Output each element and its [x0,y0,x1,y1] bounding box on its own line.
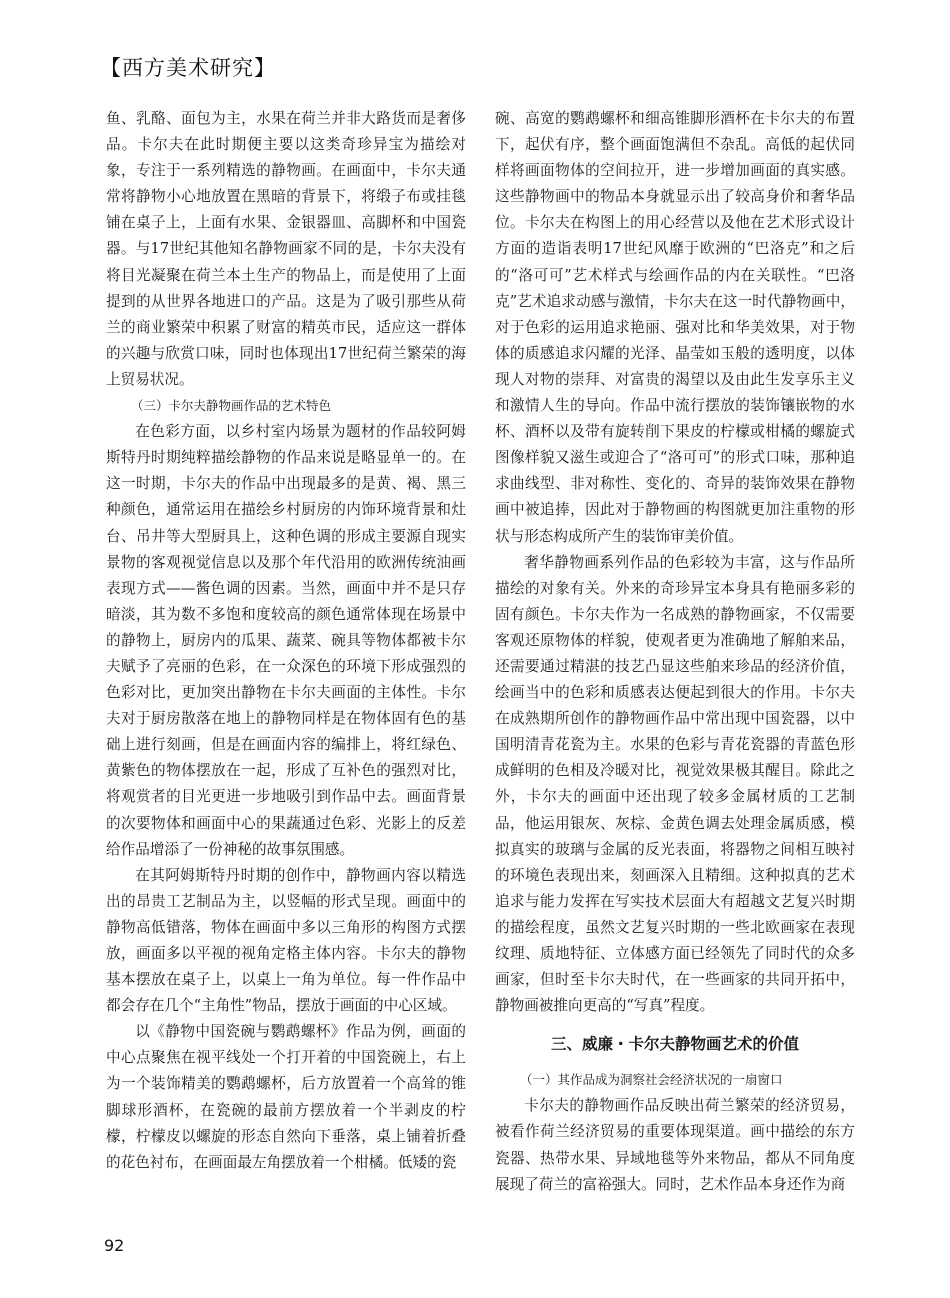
body-paragraph: 卡尔夫的静物画作品反映出荷兰繁荣的经济贸易，被看作荷兰经济贸易的重要体现渠道。画中描绘的东方瓷器、热带水果、异域地毯等外来物品，都从不同角度展现了荷兰的富裕强大。同时，艺术作品本身还作为商 [495,1097,855,1193]
page-number: 92 [104,1236,125,1255]
subheading: （三）卡尔夫静物画作品的艺术特色 [131,398,332,414]
body-paragraph: 以《静物中国瓷碗与鹦鹉螺杯》作品为例，画面的中心点聚焦在视平线处一个打开着的中国瓷碗上，右上为一个装饰精美的鹦鹉螺杯，后方放置着一个高耸的锥脚球形酒杯，在瓷碗的最前方摆放着一个半剥皮的柠檬，柠檬皮以螺旋的形态自然向下垂落，桌上铺着折叠的花色衬布，在画面最左角摆放着一个柑橘。低矮的瓷 [106,1023,466,1171]
section-heading: 三、威廉・卡尔夫静物画艺术的价值 [550,1035,799,1054]
left-column [106,106,466,1176]
body-paragraph: 在色彩方面，以乡村室内场景为题材的作品较阿姆斯特丹时期纯粹描绘静物的作品来说是略显单一的。在这一时期，卡尔夫的作品中出现最多的是黄、褐、黑三种颜色，通常运用在描绘乡村厨房的内饰环境背景和灶台、吊井等大型厨具上，这种色调的形成主要源自现实景物的客观视觉信息以及那个年代沿用的欧洲传统油画表现方式——酱色调的因素。当然，画面中并不是只存暗淡，其为数不多饱和度较高的颜色通常体现在场景中的静物上，厨房内的瓜果、蔬菜、碗具等物体都被卡尔夫赋予了亮丽的色彩，在一众深色的环境下形成强烈的色彩对比，更加突出静物在卡尔夫画面的主体性。卡尔夫对于厨房散落在地上的静物同样是在物体固有色的基础上进行刻画，但是在画面内容的编排上，将红绿色、黄紫色的物体摆放在一起，形成了互补色的强烈对比，将观赏者的目光更进一步地吸引到作品中去。画面背景的次要物体和画面中心的果蔬通过色彩、光影上的反差给作品增添了一份神秘的故事氛围感。 [106,423,466,858]
body-paragraph: 碗、高宽的鹦鹉螺杯和细高锥脚形酒杯在卡尔夫的布置下，起伏有序，整个画面饱满但不杂乱。高低的起伏同样将画面物体的空间拉开，进一步增加画面的真实感。这些静物画中的物品本身就显示出了较高身价和奢华品位。卡尔夫在构图上的用心经营以及他在艺术形式设计方面的造诣表明17世纪风靡于欧洲的“巴洛克”和之后的“洛可可”艺术样式与绘画作品的内在关联性。“巴洛克”艺术追求动感与激情，卡尔夫在这一时代静物画中，对于色彩的运用追求艳丽、强对比和华美效果，对于物体的质感追求闪耀的光泽、晶莹如玉般的透明度，以体现人对物的崇拜、对富贵的渴望以及由此生发享乐主义和激情人生的导向。作品中流行摆放的装饰镶嵌物的水杯、酒杯以及带有旋转削下果皮的柠檬或柑橘的螺旋式图像样貌又滋生或迎合了“洛可可”的形式口味，那种追求曲线型、非对称性、变化的、奇异的装饰效果在静物画中被追捧，因此对于静物画的构图就更加注重物的形状与形态构成所产生的装饰审美价值。 [495,110,855,545]
body-paragraph: 鱼、乳酪、面包为主，水果在荷兰并非大路货而是奢侈品。卡尔夫在此时期便主要以这类奇珍异宝为描绘对象，专注于一系列精选的静物画。在画面中，卡尔夫通常将静物小心地放置在黑暗的背景下，将缎子布或挂毯铺在桌子上，上面有水果、金银器皿、高脚杯和中国瓷器。与17世纪其他知名静物画家不同的是，卡尔夫没有将目光凝聚在荷兰本土生产的物品上，而是使用了上面提到的从世界各地进口的产品。这是为了吸引那些从荷兰的商业繁荣中积累了财富的精英市民，适应这一群体的兴趣与欣赏口味，同时也体现出17世纪荷兰繁荣的海上贸易状况。 [106,110,466,388]
right-column [495,106,855,1198]
body-paragraph: 在其阿姆斯特丹时期的创作中，静物画内容以精选出的昂贵工艺制品为主，以竖幅的形式呈现。画面中的静物高低错落，物体在画面中多以三角形的构图方式摆放，画面多以平视的视角定格主体内容。卡尔夫的静物基本摆放在桌子上，以桌上一角为单位。每一件作品中都会存在几个“主角性”物品，摆放于画面的中心区域。 [106,866,466,1015]
journal-header: 【西方美术研究】 [100,56,276,80]
subheading: （一）其作品成为洞察社会经济状况的一扇窗口 [520,1072,783,1088]
body-paragraph: 奢华静物画系列作品的色彩较为丰富，这与作品所描绘的对象有关。外来的奇珍异宝本身具有艳丽多彩的固有颜色。卡尔夫作为一名成熟的静物画家，不仅需要客观还原物体的样貌，使观者更为准确地了解舶来品，还需要通过精湛的技艺凸显这些舶来珍品的经济价值，绘画当中的色彩和质感表达便起到很大的作用。卡尔夫在成熟期所创作的静物画作品中常出现中国瓷器，以中国明清青花瓷为主。水果的色彩与青花瓷器的青蓝色形成鲜明的色相及冷暖对比，视觉效果极其醒目。除此之外，卡尔夫的画面中还出现了较多金属材质的工艺制品，他运用银灰、灰棕、金黄色调去处理金属质感，模拟真实的玻璃与金属的反光表面，将器物之间相互映衬的环境色表现出来，刻画深入且精细。这种拟真的艺术追求与能力发挥在写实技术层面大有超越文艺复兴时期的描绘程度，虽然文艺复兴时期的一些北欧画家在表现纹理、质地特征、立体感方面已经领先了同时代的众多画家，但时至卡尔夫时代，在一些画家的共同开拓中，静物画被推向更高的“写真”程度。 [495,553,855,1015]
